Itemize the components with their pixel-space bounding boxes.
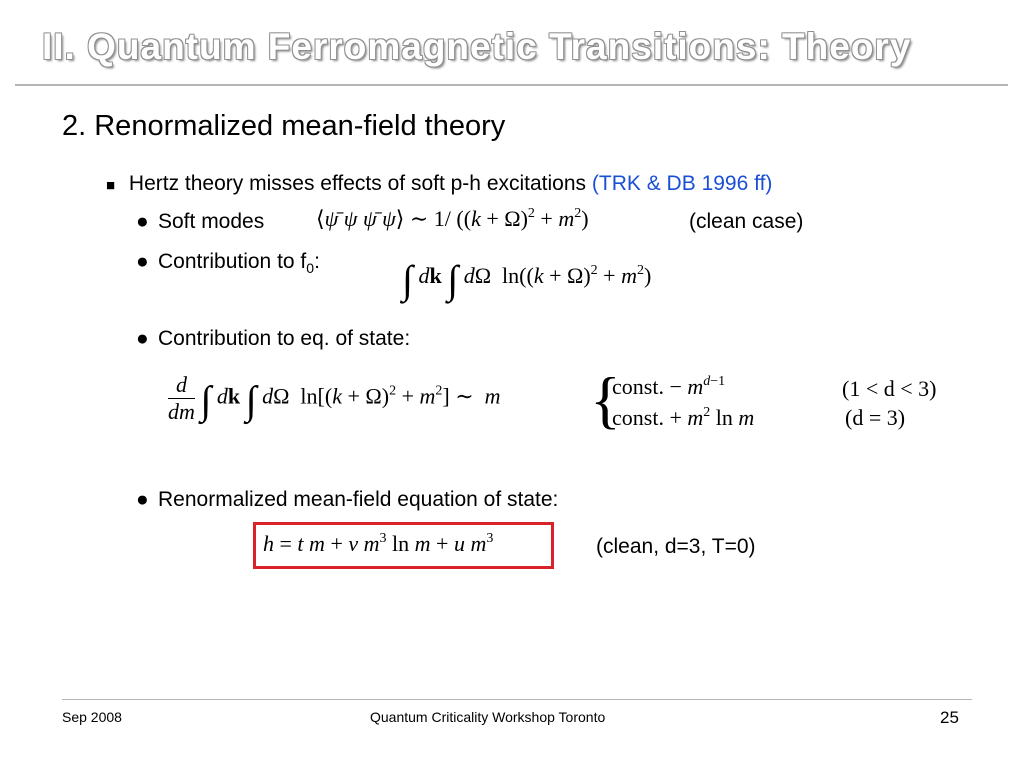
soft-modes-equation: ⟨ψ̄ ψ ψ̄ ψ⟩ ∼ 1/ $((k + \Omega)^2 + m^2)$ xyxy=(316,206,589,231)
round-bullet-icon: ● xyxy=(136,327,149,350)
reference-citation: (TRK & DB 1996 ff) xyxy=(591,172,773,195)
bullet-contribution-f0 xyxy=(136,250,320,276)
footer-event: Quantum Criticality Workshop Toronto xyxy=(370,709,606,725)
cases-brace: { xyxy=(590,364,621,435)
eos-derivative-equation: $\frac{d}{dm}$ ∫ dk ∫ dΩ $\ln[(k + \Omega)^2 + m^2]$ ∼ m xyxy=(168,372,501,424)
square-bullet-icon: ■ xyxy=(106,177,116,194)
round-bullet-icon: ● xyxy=(136,488,149,511)
round-bullet-icon: ● xyxy=(136,210,149,233)
footer-date: Sep 2008 xyxy=(62,709,122,725)
contribution-f0-label: Contribution to f xyxy=(158,250,307,273)
title-divider xyxy=(15,84,1008,86)
soft-modes-label: Soft modes xyxy=(158,210,265,233)
case-2-condition: (d = 3) xyxy=(845,405,906,430)
case-2-expression: const. + $m^2$ ln m xyxy=(612,405,755,430)
bullet-renormalized-eos xyxy=(136,488,558,512)
bullet-soft-modes xyxy=(136,210,264,234)
colon: : xyxy=(314,250,320,273)
bullet-contribution-eos xyxy=(136,327,410,351)
page-number: 25 xyxy=(940,708,959,727)
case-1-condition: (1 < d < 3) xyxy=(842,376,937,401)
case-1-expression: const. − $m^{d-1}$ xyxy=(612,374,726,399)
contribution-eos-label: Contribution to eq. of state: xyxy=(158,327,411,350)
bullet-hertz-theory xyxy=(106,172,772,196)
footer-divider xyxy=(62,699,972,700)
f0-integral-equation: ∫ dk ∫ dΩ $\ln((k + \Omega)^2 + m^2)$ xyxy=(402,257,652,302)
renormalized-eos-label: Renormalized mean-field equation of state: xyxy=(158,488,559,511)
round-bullet-icon: ● xyxy=(136,250,149,273)
bullet-text: Hertz theory misses effects of soft p-h excitations xyxy=(128,172,587,195)
soft-modes-note: (clean case) xyxy=(689,210,804,233)
section-heading: 2. Renormalized mean-field theory xyxy=(62,110,506,142)
renormalized-eos-note: (clean, d=3, T=0) xyxy=(596,535,756,558)
renormalized-eos-equation: h = t m + v $m^3$ ln m + u $m^3$ xyxy=(263,531,494,556)
slide-title: II. Quantum Ferromagnetic Transitions: Theory xyxy=(42,26,912,67)
subscript-zero: 0 xyxy=(306,260,315,276)
